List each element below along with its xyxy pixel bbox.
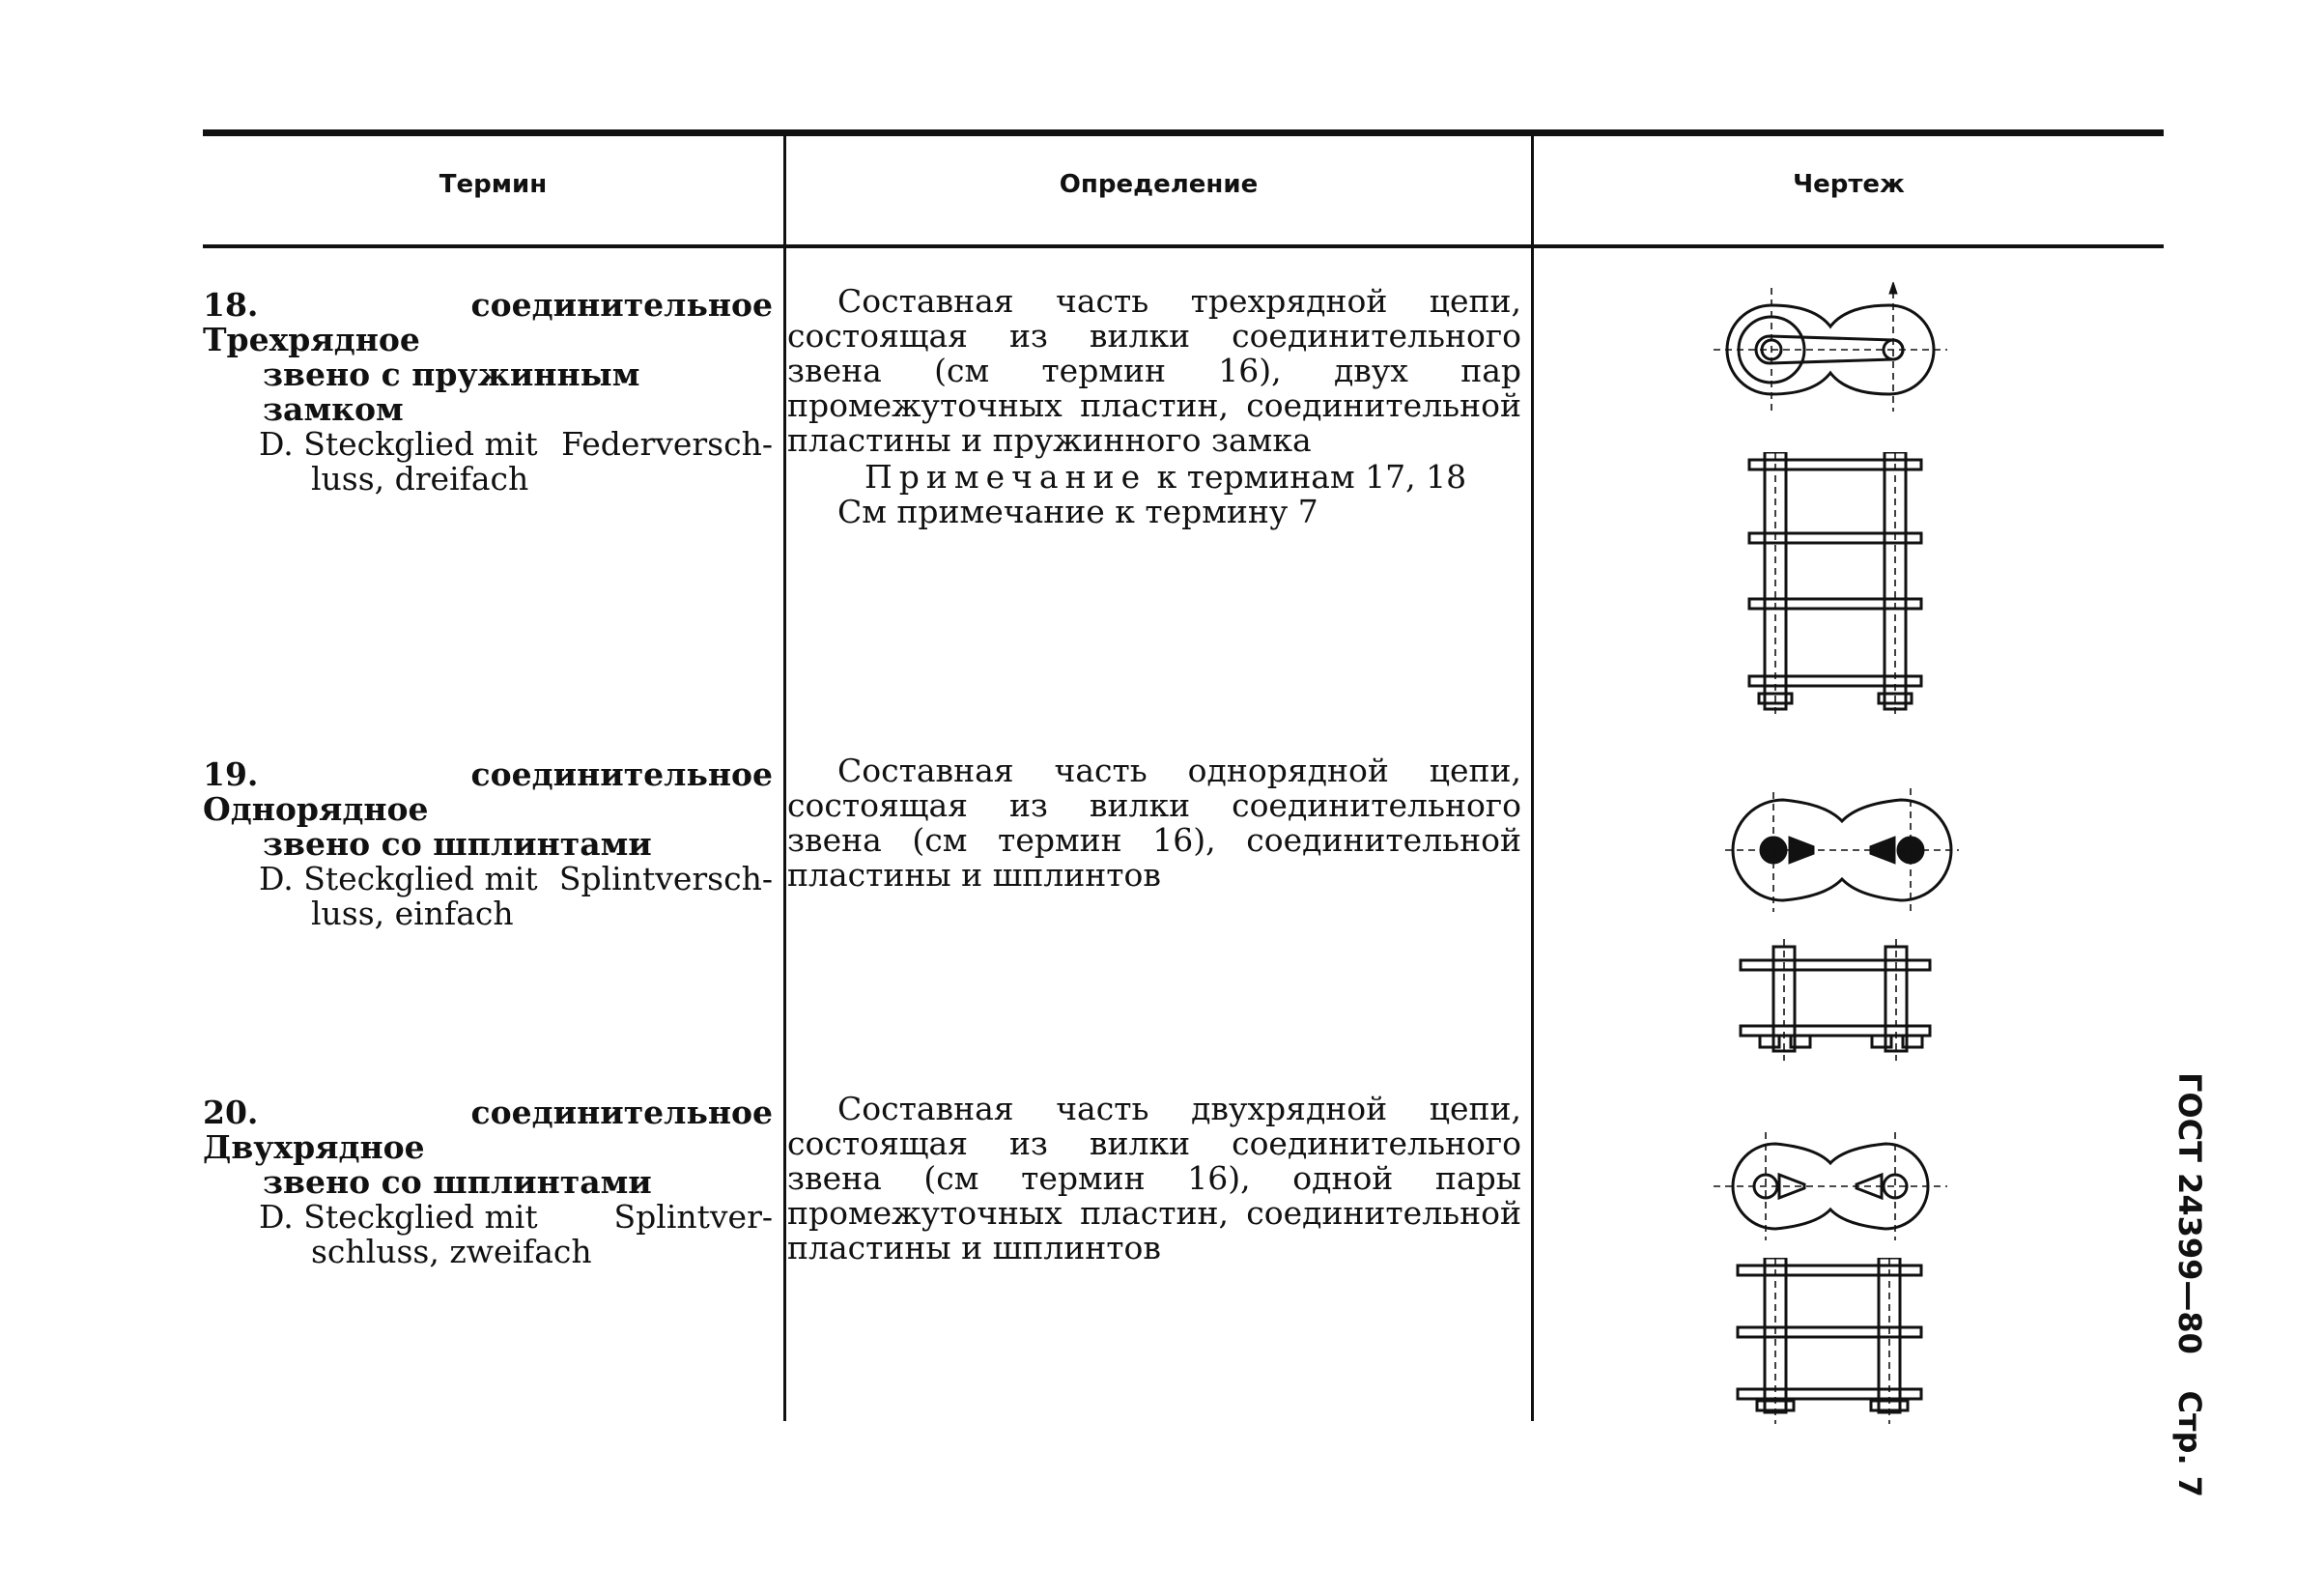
definition-20 [787,1092,1521,1266]
drawing-19-side-view [1731,939,1953,1061]
term-title-word: Трехрядное [203,321,420,358]
german-term-line2: luss, dreifach [311,460,529,498]
column-divider-1 [783,136,786,1421]
note-reference: См примечание к термину 7 [837,493,1318,530]
definition-18 [787,284,1521,529]
term-title-line2: звено со шплинтами [263,1163,652,1201]
term-number: 18. [203,286,259,324]
term-19 [203,757,773,931]
table-header-rule [203,244,2164,248]
header-drawing: Чертеж [1793,170,1905,199]
term-number: 20. [203,1094,259,1131]
note [787,460,1521,495]
definition-text: Составная часть двухрядной цепи, состоящая из вилки соединительного звена (см термин 16), одной пары промежуточных пластин, соединительной пластины и шплинтов [787,1090,1521,1266]
german-term: D. Steckglied mit [259,425,538,463]
header-term: Термин [439,170,548,199]
term-20 [203,1095,773,1269]
header-definition: Определение [1059,170,1259,199]
german-term-line2: schluss, zweifach [311,1233,592,1270]
german-term: Splintversch- [558,860,773,897]
standard-number: ГОСТ 24399—80 [2171,1072,2208,1354]
term-number: 19. [203,755,259,793]
note-text: к терминам 17, 18 [1156,458,1467,496]
page-number: Стр. 7 [2171,1390,2208,1497]
german-term-line2: luss, einfach [311,895,514,932]
term-title-word: соединительное [470,286,773,324]
term-title-line2: звено со шплинтами [263,825,652,863]
definition-19 [787,754,1521,893]
german-term: Federversch- [561,425,773,463]
term-title-word: соединительное [470,755,773,793]
definition-text: Составная часть однорядной цепи, состоящая из вилки соединительного звена (см термин 16), соединительной пластины и шплинтов [787,752,1521,894]
drawing-19-top-view [1721,782,1963,918]
drawing-18-side-view [1724,452,1946,715]
term-title-word: Двухрядное [203,1128,425,1166]
table-top-rule [203,129,2164,136]
german-term: D. Steckglied mit [259,1198,538,1236]
standard-margin-label [2169,1072,2208,1497]
term-title-word: соединительное [470,1094,773,1131]
term-title-word: Однорядное [203,790,429,828]
drawing-20-side-view [1724,1258,1946,1424]
german-term: D. Steckglied mit [259,860,538,897]
definition-text: Составная часть трехрядной цепи, состоящая из вилки соединительного звена (см термин 16), двух пар промежуточных пластин, соединительной пластины и пружинного замка [787,282,1521,459]
column-divider-2 [1531,136,1534,1421]
german-term: Splintver- [613,1198,773,1236]
note-label: Примечание [864,458,1148,496]
term-18 [203,288,773,497]
drawing-20-top-view [1710,1126,1951,1246]
drawing-18-top-view [1710,282,1951,417]
term-title-line2: звено с пружинным замком [263,356,640,428]
